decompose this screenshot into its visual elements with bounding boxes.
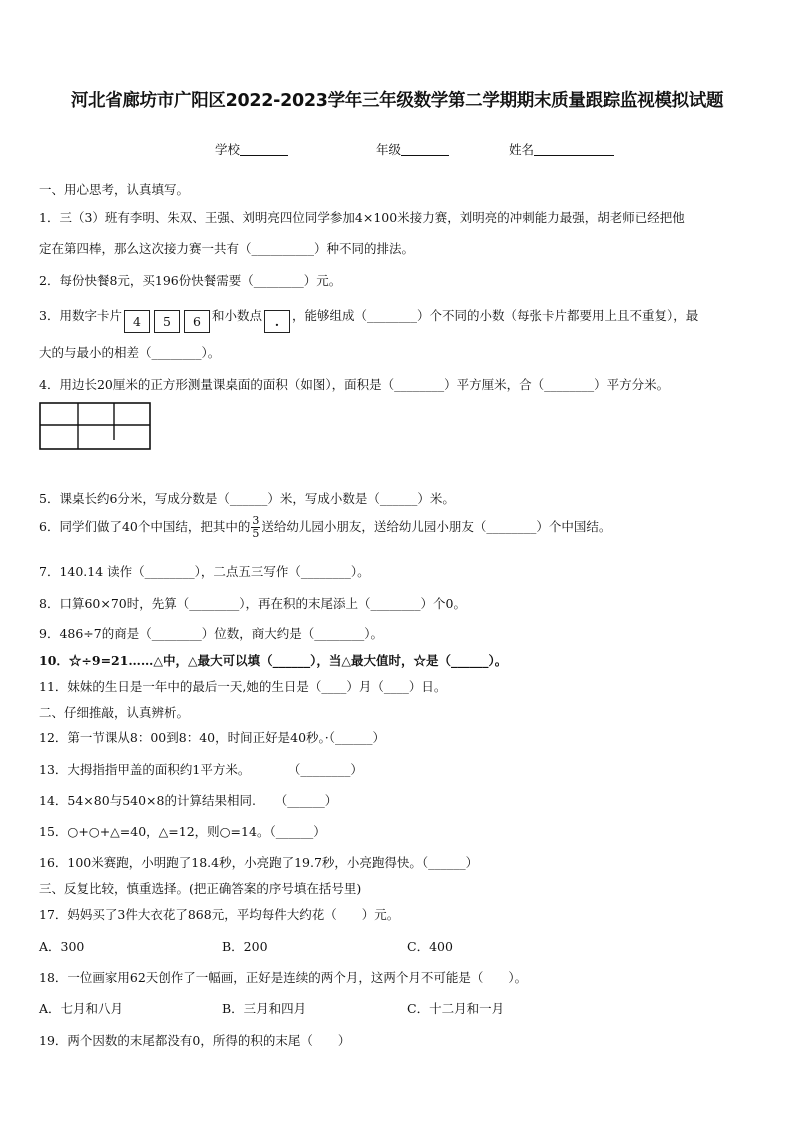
exam-title: 河北省廊坊市广阳区2022-2023学年三年级数学第二学期期末质量跟踪监视模拟试题 [70, 91, 724, 111]
fraction-numerator: 3 [252, 514, 260, 527]
question-4: 4．用边长20厘米的正方形测量课桌面的面积（如图），面积是（________）平方厘米，合（________）平方分米。 [39, 377, 670, 392]
question-6 [39, 515, 611, 540]
digit-card-5: 5 [154, 310, 180, 333]
question-18-option-c: C．十二月和一月 [407, 1001, 505, 1016]
digit-card-6: 6 [184, 310, 210, 333]
section-2-heading: 二、仔细推敲，认真辨析。 [39, 705, 190, 720]
question-17-option-b: B．200 [222, 939, 268, 954]
question-7: 7．140.14 读作（________），二点五三写作（________）。 [39, 564, 370, 579]
question-17: 17．妈妈买了3件大衣花了868元，平均每件大约花（ ）元。 [39, 907, 400, 922]
section-3-heading: 三、反复比较，慎重选择。(把正确答案的序号填在括号里) [39, 881, 362, 896]
question-14: 14．54×80与540×8的计算结果相同. （______） [39, 793, 338, 808]
name-label: 姓名 [509, 142, 535, 157]
fraction-three-fifths [251, 515, 260, 540]
question-3-line-1 [39, 306, 698, 333]
school-field [215, 140, 288, 158]
question-18-option-a: A．七月和八月 [39, 1001, 124, 1016]
question-10: 10．☆÷9=21……△中，△最大可以填（______），当△最大值时，☆是（______）。 [39, 653, 508, 668]
decimal-point-card: . [264, 310, 290, 333]
question-17-option-a: A．300 [39, 939, 85, 954]
question-16: 16．100米赛跑，小明跑了18.4秒，小亮跑了19.7秒，小亮跑得快。（______） [39, 855, 479, 870]
question-18-option-b: B．三月和四月 [222, 1001, 307, 1016]
question-3-mid: 和小数点 [211, 308, 262, 323]
question-3-pre: 3．用数字卡片 [39, 308, 122, 323]
desk-tiling-figure [39, 402, 152, 450]
section-1-heading: 一、用心思考，认真填写。 [39, 182, 190, 197]
name-blank [534, 144, 614, 156]
question-1-line-1: 1．三（3）班有李明、朱双、王强、刘明亮四位同学参加4×100米接力赛，刘明亮的冲刺能力最强，胡老师已经把他 [39, 210, 685, 225]
question-2: 2．每份快餐8元，买196份快餐需要（________）元。 [39, 273, 342, 288]
question-17-option-c: C．400 [407, 939, 453, 954]
question-5: 5．课桌长约6分米，写成分数是（______）米，写成小数是（______）米。 [39, 491, 455, 506]
desk-outline [40, 403, 150, 449]
grade-label: 年级 [376, 142, 402, 157]
question-9: 9．486÷7的商是（________）位数，商大约是（________）。 [39, 626, 383, 641]
question-13: 13．大拇指指甲盖的面积约1平方米。 （________） [39, 762, 363, 777]
question-11: 11．妹妹的生日是一年中的最后一天,她的生日是（____）月（____）日。 [39, 679, 447, 694]
school-label: 学校 [215, 142, 241, 157]
question-6-pre: 6．同学们做了40个中国结，把其中的 [39, 519, 251, 534]
question-3-line-2: 大的与最小的相差（________）。 [39, 345, 221, 360]
question-18: 18．一位画家用62天创作了一幅画，正好是连续的两个月，这两个月不可能是（ ）。 [39, 970, 528, 985]
question-8: 8．口算60×70时，先算（________），再在积的末尾添上（________）个0。 [39, 596, 466, 611]
question-15: 15．○+○+△=40，△=12，则○=14。（______） [39, 824, 326, 839]
grade-field [376, 140, 449, 158]
question-19: 19．两个因数的末尾都没有0，所得的积的末尾（ ） [39, 1033, 351, 1048]
name-field [509, 140, 614, 158]
grade-blank [401, 144, 449, 156]
question-3-post: ，能够组成（________）个不同的小数（每张卡片都要用上且不重复），最 [291, 308, 699, 323]
digit-card-4: 4 [124, 310, 150, 333]
question-1-line-2: 定在第四棒，那么这次接力赛一共有（__________）种不同的排法。 [39, 241, 415, 256]
school-blank [240, 144, 288, 156]
question-6-post: 送给幼儿园小朋友，送给幼儿园小朋友（________）个中国结。 [261, 519, 612, 534]
fraction-denominator: 5 [252, 527, 260, 540]
question-12: 12．第一节课从8：00到8：40，时间正好是40秒。·（______） [39, 730, 386, 745]
